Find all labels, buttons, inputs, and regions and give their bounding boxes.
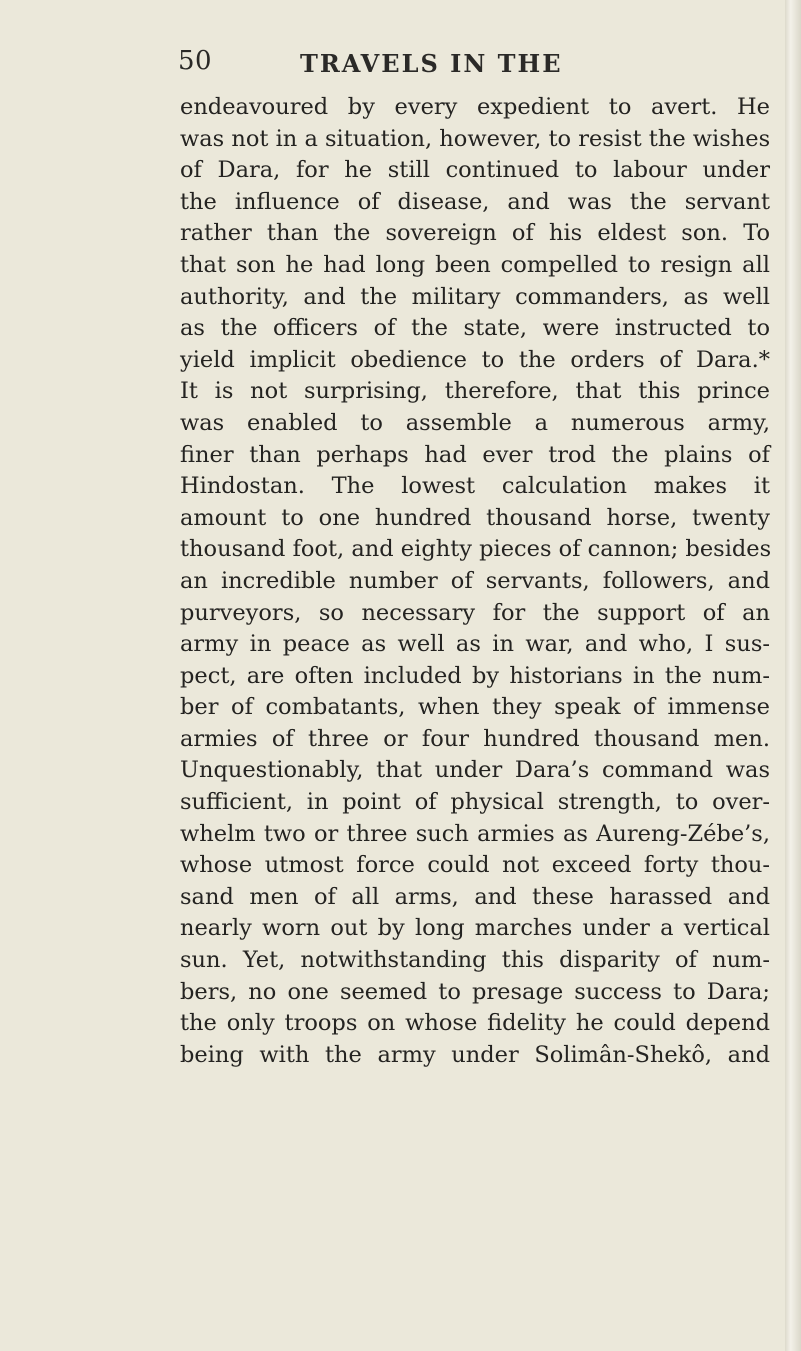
- text-line: armies of three or four hundred thousand men.: [180, 725, 770, 752]
- text-line: being with the army under Solimân-Shekô, and: [180, 1041, 770, 1068]
- text-line: Unquestionably, that under Dara’s command was: [180, 757, 770, 784]
- text-line: was enabled to assemble a numerous army,: [180, 409, 770, 436]
- text-line: amount to one hundred thousand horse, twenty: [180, 504, 770, 531]
- text-line: was not in a situation, however, to resist the wishes: [180, 125, 771, 152]
- text-line: nearly worn out by long marches under a vertical: [180, 915, 770, 942]
- body-text: [180, 92, 770, 1071]
- text-line: that son he had long been compelled to resign all: [180, 251, 770, 278]
- page-edge: [785, 0, 801, 1351]
- text-line: the influence of disease, and was the servant: [180, 188, 770, 215]
- text-line: bers, no one seemed to presage success to Dara;: [180, 978, 770, 1005]
- text-line: rather than the sovereign of his eldest son. To: [180, 220, 770, 247]
- text-line: purveyors, so necessary for the support of an: [180, 599, 770, 626]
- text-line: ber of combatants, when they speak of immense: [180, 694, 770, 721]
- text-line: an incredible number of servants, followers, and: [180, 567, 770, 594]
- text-line: whelm two or three such armies as Aureng-Zébe’s,: [180, 820, 770, 847]
- page-number: 50: [178, 46, 213, 76]
- text-line: as the officers of the state, were instructed to: [180, 315, 770, 342]
- text-line: It is not surprising, therefore, that this prince: [180, 378, 770, 405]
- text-line: Hindostan. The lowest calculation makes it: [180, 473, 770, 500]
- text-line: of Dara, for he still continued to labour under: [180, 157, 770, 184]
- text-line: sand men of all arms, and these harassed and: [180, 883, 770, 910]
- text-line: pect, are often included by historians in the num-: [180, 662, 770, 689]
- text-line: army in peace as well as in war, and who, I sus-: [180, 631, 770, 658]
- text-line: sun. Yet, notwithstanding this disparity of num-: [180, 947, 770, 974]
- text-line: the only troops on whose fidelity he could depend: [180, 1010, 770, 1037]
- text-line: sufficient, in point of physical strength, to over-: [180, 789, 770, 816]
- text-line: authority, and the military commanders, as well: [180, 283, 770, 310]
- running-title: TRAVELS IN THE: [300, 49, 563, 78]
- text-line: yield implicit obedience to the orders of Dara.*: [180, 346, 770, 373]
- text-line: endeavoured by every expedient to avert. He: [180, 94, 770, 120]
- text-line: thousand foot, and eighty pieces of cannon; besides: [180, 536, 772, 563]
- running-head: [0, 46, 801, 86]
- text-line: whose utmost force could not exceed forty thou-: [180, 852, 770, 879]
- text-line: finer than perhaps had ever trod the plains of: [180, 441, 770, 468]
